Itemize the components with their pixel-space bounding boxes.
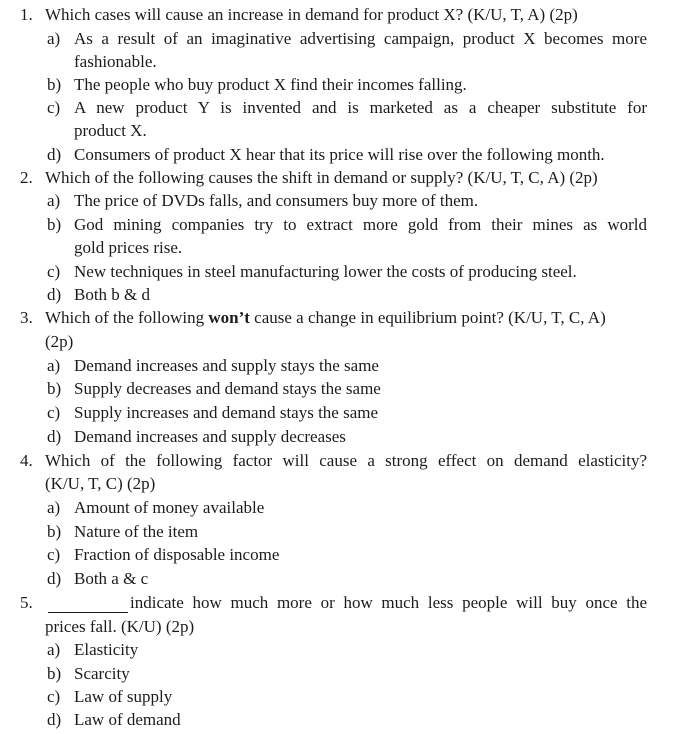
option-letter: c) [47,687,61,706]
question-text: Which cases will cause an increase in demand for product X? (K/U, T, A) (2p) [45,5,578,24]
option-letter: b) [47,75,62,94]
option-text: Both a & c [74,569,149,588]
option-text: Supply decreases and demand stays the same [74,379,381,398]
option-letter: b) [47,215,62,234]
question-number: 4. [20,451,33,470]
option-letter: a) [47,640,61,659]
emphasis-text: won’t [208,308,250,327]
option-text: As a result of an imaginative advertising campaign, product X becomes more [74,29,647,48]
option-text: Law of supply [74,687,173,706]
question-number: 1. [20,5,33,24]
question-text [45,307,606,329]
option-text: Consumers of product X hear that its price will rise over the following month. [74,145,605,164]
option-text: Law of demand [74,710,181,729]
option-letter: a) [47,498,61,517]
question-number: 5. [20,593,33,612]
question-text: indicate how much more or how much less people will buy once the [130,593,647,612]
question-text: Which of the following causes the shift in demand or supply? (K/U, T, C, A) (2p) [45,168,598,187]
option-letter: c) [47,403,61,422]
option-text: Demand increases and supply decreases [74,427,346,446]
question-text: Which of the following factor will cause a strong effect on demand elasticity? [45,451,647,470]
option-text: Both b & d [74,285,151,304]
option-letter: d) [47,569,62,588]
option-text: New techniques in steel manufacturing lower the costs of producing steel. [74,262,577,281]
option-text: The people who buy product X find their incomes falling. [74,75,467,94]
option-letter: c) [47,262,61,281]
question-number: 3. [20,308,33,327]
option-text: Elasticity [74,640,139,659]
question-text-continued: (K/U, T, C) (2p) [45,474,156,493]
option-text: Scarcity [74,664,130,683]
option-letter: c) [47,98,61,117]
option-text-continued: product X. [74,121,147,140]
option-letter: a) [47,356,61,375]
option-text: God mining companies try to extract more gold from their mines as world [74,215,647,234]
option-text: A new product Y is invented and is marketed as a cheaper substitute for [74,98,647,117]
option-letter: d) [47,710,62,729]
option-text: Demand increases and supply stays the same [74,356,379,375]
option-text: Fraction of disposable income [74,545,280,564]
question-number: 2. [20,168,33,187]
option-text: Amount of money available [74,498,265,517]
option-text-continued: gold prices rise. [74,238,183,257]
question-text-end: cause a change in equilibrium point? (K/U, T, C, A) [249,308,606,327]
option-letter: a) [47,191,61,210]
option-letter: d) [47,145,62,164]
answer-blank-line [48,598,128,613]
option-text-continued: fashionable. [74,52,157,71]
option-letter: d) [47,285,62,304]
question-text-start: Which of the following [45,308,209,327]
option-text: Supply increases and demand stays the same [74,403,379,422]
option-letter: d) [47,427,62,446]
option-text: The price of DVDs falls, and consumers buy more of them. [74,191,479,210]
option-letter: b) [47,379,62,398]
option-letter: c) [47,545,61,564]
option-letter: b) [47,522,62,541]
option-text: Nature of the item [74,522,199,541]
question-text-continued: (2p) [45,332,74,351]
option-letter: b) [47,664,62,683]
option-letter: a) [47,29,61,48]
question-text-continued: prices fall. (K/U) (2p) [45,617,195,636]
